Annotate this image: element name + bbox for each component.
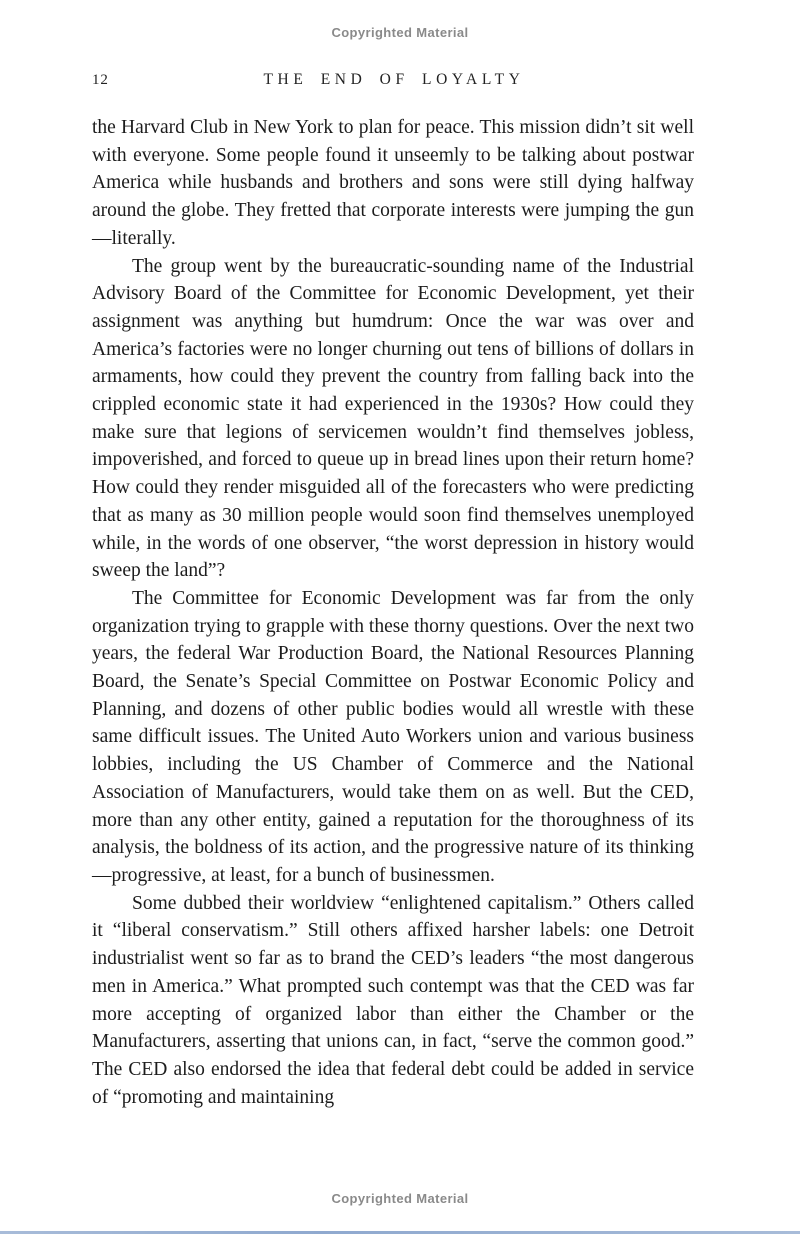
copyright-notice-bottom: Copyrighted Material (331, 1191, 469, 1206)
body-paragraph: The Committee for Economic Development was far from the only organization trying to grapple with these thorny questions. Over the next two years, the federal War Production Board, the National Resources Planning Board, the Senate’s Special Committee on Postwar Economic Policy and Planning, and dozens of other public bodies would all wrestle with these same difficult issues. The United Auto Workers union and various business lobbies, including the US Chamber of Commerce and the National Association of Manufacturers, would take them on as well. But the CED, more than any other entity, gained a reputation for the thoroughness of its analysis, the boldness of its action, and the progressive nature of its thinking—progressive, at least, for a bunch of businessmen. (92, 587, 694, 886)
body-paragraph: Some dubbed their worldview “enlightened capitalism.” Others called it “liberal conservatism.” Still others affixed harsher labels: one Detroit industrialist went so far as to brand the CED’s leaders “the most dangerous men in America.” What prompted such contempt was that the CED was far more accepting of organized labor than either the Chamber or the Manufacturers, asserting that unions can, in fact, “serve the common good.” The CED also endorsed the idea that federal debt could be added in service of “promoting and maintaining (92, 892, 694, 1108)
page-header (92, 71, 696, 93)
copyright-notice-top: Copyrighted Material (331, 25, 469, 40)
body-paragraph: the Harvard Club in New York to plan for peace. This mission didn’t sit well with everyone. Some people found it unseemly to be talking about postwar America while husbands and brothers and sons were still dying halfway around the globe. They fretted that corporate interests were jumping the gun—literally. (92, 117, 694, 249)
body-text (92, 114, 694, 1111)
body-paragraph: The group went by the bureaucratic-sounding name of the Industrial Advisory Board of the Committee for Economic Development, yet their assignment was anything but humdrum: Once the war was over and America’s factories were no longer churning out tens of billions of dollars in armaments, how could they prevent the country from falling back into the crippled economic state it had experienced in the 1930s? How could they make sure that legions of servicemen wouldn’t find themselves jobless, impoverished, and forced to queue up in bread lines upon their return home? How could they render misguided all of the forecasters who were predicting that as many as 30 million people would soon find themselves unemployed while, in the words of one observer, “the worst depression in history would sweep the land”? (92, 255, 694, 582)
running-title: THE END OF LOYALTY (263, 71, 525, 88)
page-number: 12 (92, 72, 109, 88)
